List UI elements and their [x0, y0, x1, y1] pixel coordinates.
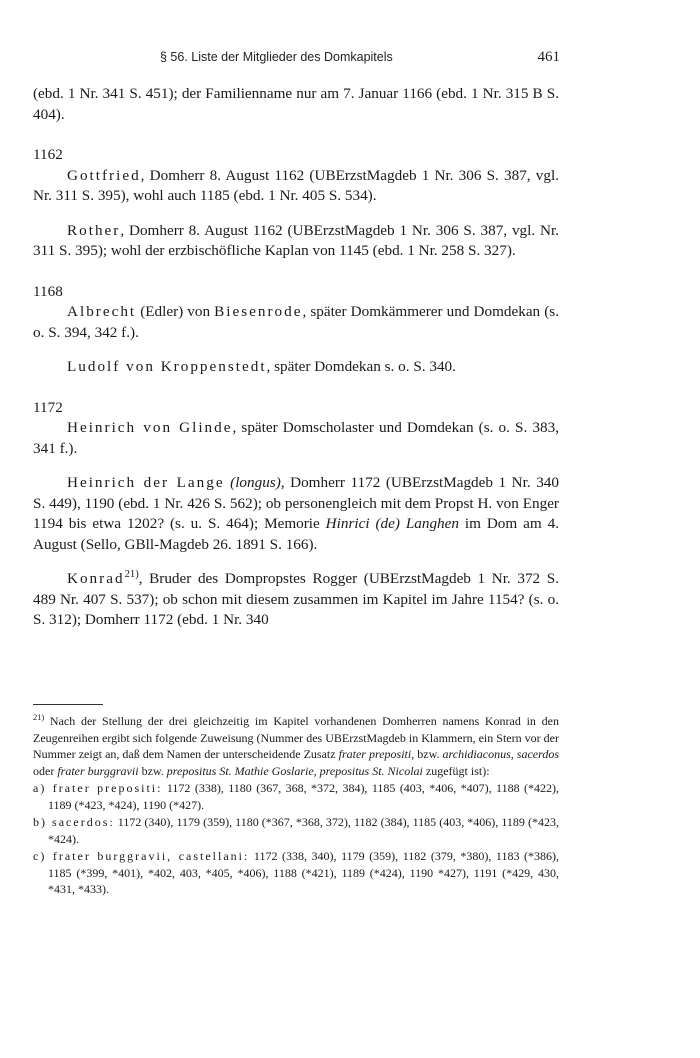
- place-name: Biesenrode: [214, 303, 303, 320]
- person-name: Ludolf von Kroppenstedt: [67, 358, 267, 375]
- item-label: c) frater burggravii, castellani:: [33, 849, 250, 863]
- footnote-area: [33, 704, 559, 898]
- item-label: b) sacerdos:: [33, 815, 115, 829]
- entry-konrad: Konrad$^{21)}$, Bruder des Dompropstes Rogger (UBErzstMagdeb 1 Nr. 372 S. 489 Nr. 407 S. 537); ob schon mit diesem zusammen im Kapitel im Jahre 1154? (s. o. S. 312); Domherr 1172 (ebd. 1 Nr. 340: [33, 568, 559, 628]
- person-name: Konrad: [67, 570, 125, 587]
- person-name: Heinrich von Glinde: [67, 419, 233, 436]
- page-number: 461: [537, 49, 560, 65]
- entry-heinrich-lange: Heinrich der Lange (longus), Domherr 1172 (UBErzstMagdeb 1 Nr. 340 S. 449), 1190 (ebd. 1 Nr. 426 S. 562); ob personengleich mit dem Propst H. von Enger 1194 bis etwa 1202? (s. u. S. 464); Memorie Hinrici (de) Langhen im Dom am 4. August (Sello, GBll-Magdeb 26. 1891 S. 166).: [33, 474, 559, 553]
- year-heading-1162: 1162: [33, 146, 63, 163]
- person-name: Gottfried: [67, 166, 141, 184]
- year-heading-1168: 1168: [33, 282, 63, 300]
- footnote-item-c: c) frater burggravii, castellani: 1172 (338, 340), 1179 (359), 1182 (379, *380), 1183 (*386), 1185 (*399, *401), *402, 403, *405, *406), 1188 (*421), 1189 (*424), 1190 *427), 1191 (*429, 430, *431, *433).: [33, 849, 560, 896]
- paragraph-continuation: (ebd. 1 Nr. 341 S. 451); der Familienname nur am 7. Januar 1166 (ebd. 1 Nr. 315 B S. 404).: [33, 85, 559, 123]
- entry-heinrich-glinde: Heinrich von Glinde, später Domscholaster und Domdekan (s. o. S. 383, 341 f.).: [33, 419, 559, 457]
- footnote-marker: 21): [33, 713, 45, 722]
- entry-ludolf: Ludolf von Kroppenstedt, später Domdekan s. o. S. 340.: [67, 358, 456, 375]
- year-heading-1172: 1172: [33, 398, 63, 416]
- item-label: a) frater prepositi:: [33, 781, 163, 795]
- footnote-item-a: a) frater prepositi: 1172 (338), 1180 (367, 368, *372, 384), 1185 (403, *406, *407), 1188 (*422), 1189 (*423, *424), 1190 (*427).: [33, 781, 560, 812]
- footnote-rule: [33, 704, 103, 705]
- entry-rother: Rother, Domherr 8. August 1162 (UBErzstMagdeb 1 Nr. 306 S. 387, vgl. Nr. 311 S. 395); wohl der erzbischöfliche Kaplan von 1145 (ebd. 1 Nr. 258 S. 327).: [33, 221, 559, 259]
- footnote-21: $^{21)}$ Nach der Stellung der drei gleichzeitig im Kapitel vorhandenen Domherren namens Konrad in den Zeugenreihen ergibt sich folgende Zuweisung (Nummer des UBErzstMagdeb in Klammern, ein Stern vor der Nummer zeigt an, daß dem Namen der unterscheidende Zusatz frater prepositi, bzw. archidiaconus, sacerdos oder frater burggravii bzw. prepositus St. Mathie Goslarie, prepositus St. Nicolai zugefügt ist):: [33, 713, 560, 778]
- person-name: Albrecht: [67, 303, 137, 320]
- footnote-item-b: b) sacerdos: 1172 (340), 1179 (359), 1180 (*367, *368, 372), 1182 (384), 1185 (403, *406), 1189 (*423, *424).: [33, 815, 559, 846]
- main-text: [33, 84, 559, 631]
- person-name: Rother: [67, 221, 121, 239]
- running-title: § 56. Liste der Mitglieder des Domkapitels: [160, 50, 393, 64]
- entry-albrecht: Albrecht (Edler) von Biesenrode, später Domkämmerer und Domdekan (s. o. S. 394, 342 f.).: [33, 303, 559, 341]
- footnote-reference: 21): [124, 568, 139, 580]
- person-name: Heinrich der Lange: [67, 474, 225, 491]
- entry-gottfried: Gottfried, Domherr 8. August 1162 (UBErzstMagdeb 1 Nr. 306 S. 387, vgl. Nr. 311 S. 395), wohl auch 1185 (ebd. 1 Nr. 405 S. 534).: [33, 166, 559, 204]
